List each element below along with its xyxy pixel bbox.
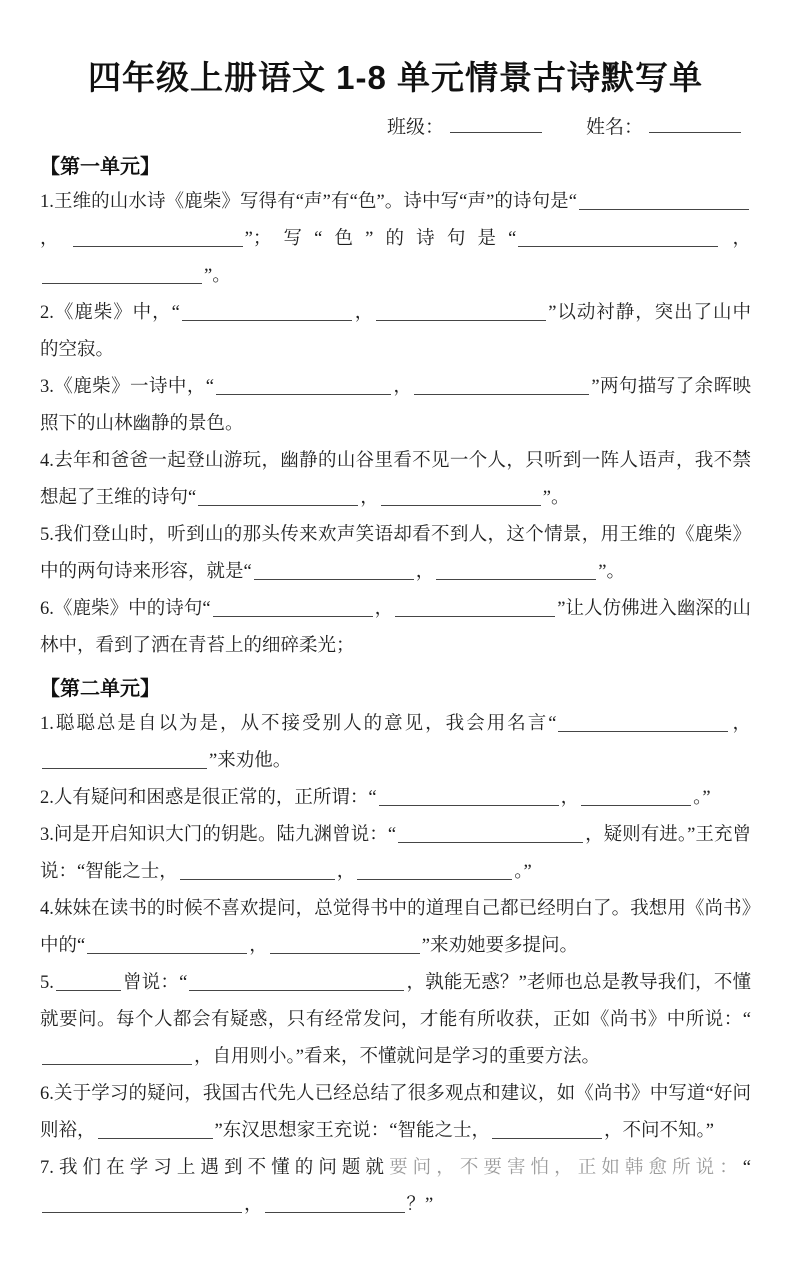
item-text: ，: [374, 599, 394, 619]
worksheet-item: [40, 184, 751, 295]
sections-container: [40, 153, 751, 1224]
item-text: 4.妹妹在读书的时候不喜欢提问，总觉得书中的道理自己都已经明白了。我想用《尚书》中的“: [40, 899, 751, 956]
item-text: ，: [415, 562, 435, 582]
item-text: 6.《鹿柴》中的诗句“: [40, 599, 211, 619]
item-text: 要问，不要害怕，正如韩愈所说：: [389, 1158, 743, 1178]
item-text: ，: [730, 714, 751, 734]
answer-blank: [414, 379, 589, 395]
item-text: ”两句描写了余晖映照下的山林幽静的景色。: [40, 377, 751, 434]
answer-blank: [98, 1123, 213, 1139]
answer-blank: [398, 827, 583, 843]
page-title: 四年级上册语文 1-8 单元情景古诗默写单: [87, 59, 704, 96]
unit-section: [40, 675, 751, 1224]
item-text: ，: [560, 788, 580, 808]
worksheet-item: [40, 780, 751, 817]
student-info-row: [40, 113, 751, 143]
item-text: ”。: [598, 562, 625, 582]
answer-blank: [357, 864, 512, 880]
item-text: 5.我们登山时，听到山的那头传来欢声笑语却看不到人，这个情景，用王维的《鹿柴》中的两句诗来形容，就是“: [40, 525, 751, 582]
item-text: ，: [360, 488, 379, 508]
class-label: 班级：: [386, 117, 444, 138]
worksheet-item: [40, 706, 751, 780]
answer-blank: [198, 490, 358, 506]
answer-blank: [436, 564, 596, 580]
item-text: ”东汉思想家王充说：“智能之士，: [214, 1121, 490, 1141]
item-text: 1.王维的山水诗《鹿柴》写得有“声”有“色”。诗中写“声”的诗句是“: [40, 192, 577, 212]
name-label: 姓名：: [585, 117, 643, 138]
item-text: 4.去年和爸爸一起登山游玩，幽静的山谷里看不见一个人，只听到一阵人语声，我不禁想起了王维的诗句“: [40, 451, 751, 508]
item-text: ，孰能无惑？”老师也总是教导我们，不懂就要问。每个人都会有疑惑，只有经常发问，才能有所收获，正如《尚书》中所说：“: [40, 973, 752, 1030]
item-text: ，: [336, 862, 356, 882]
item-text: ，不问不知。”: [603, 1121, 714, 1141]
item-text: 。”: [514, 862, 532, 882]
unit-section: [40, 153, 751, 665]
answer-blank: [42, 1049, 192, 1065]
item-text: ？”: [406, 1195, 434, 1215]
item-text: ，: [244, 1195, 263, 1215]
answer-blank: [42, 268, 202, 284]
worksheet-item: [40, 443, 751, 517]
item-text: ，: [249, 936, 268, 956]
answer-blank: [265, 1197, 405, 1213]
name-blank: [649, 117, 741, 133]
answer-blank: [56, 975, 121, 991]
item-text: ，: [720, 229, 751, 249]
worksheet-item: [40, 295, 751, 369]
answer-blank: [579, 194, 749, 210]
item-text: 2.《鹿柴》中，“: [40, 303, 180, 323]
section-heading: 【第一单元】: [40, 156, 160, 178]
item-text: ，: [392, 377, 413, 397]
item-text: ”来劝她要多提问。: [421, 936, 578, 956]
item-text: ，疑则有进。”王充曾说：“智能之士，: [40, 825, 751, 882]
worksheet-item: [40, 517, 751, 591]
answer-blank: [581, 790, 691, 806]
item-text: ”。: [204, 266, 231, 286]
worksheet-item: [40, 369, 751, 443]
answer-blank: [73, 231, 243, 247]
answer-blank: [213, 601, 373, 617]
item-text: ，: [40, 229, 71, 249]
item-text: 3.问是开启知识大门的钥匙。陆九渊曾说：“: [40, 825, 397, 845]
answer-blank: [189, 975, 404, 991]
item-text: ”来劝他。: [209, 751, 292, 771]
worksheet-item: [40, 891, 751, 965]
item-text: ”。: [542, 488, 570, 508]
worksheet-item: [40, 1076, 751, 1150]
answer-blank: [492, 1123, 602, 1139]
answer-blank: [180, 864, 335, 880]
answer-blank: [395, 601, 555, 617]
answer-blank: [42, 1197, 242, 1213]
answer-blank: [42, 753, 207, 769]
item-text: “: [742, 1158, 751, 1178]
item-text: ，自用则小。”看来，不懂就问是学习的重要方法。: [194, 1047, 600, 1067]
worksheet-item: [40, 591, 751, 665]
item-text: 2.人有疑问和困惑是很正常的，正所谓：“: [40, 788, 377, 808]
item-text: ”让人仿佛进入幽深的山林中，看到了洒在青苔上的细碎柔光；: [40, 599, 751, 656]
section-heading: 【第二单元】: [40, 678, 160, 700]
worksheet-item: [40, 817, 751, 891]
answer-blank: [518, 231, 718, 247]
answer-blank: [381, 490, 541, 506]
answer-blank: [376, 305, 546, 321]
item-text: 6.关于学习的疑问，我国古代先人已经总结了很多观点和建议，如《尚书》中写道“好问则裕，: [40, 1084, 751, 1141]
worksheet-item: [40, 965, 751, 1076]
item-text: 1.聪聪总是自以为是，从不接受别人的意见，我会用名言“: [40, 714, 557, 734]
answer-blank: [379, 790, 559, 806]
answer-blank: [254, 564, 414, 580]
answer-blank: [87, 938, 247, 954]
item-text: 3.《鹿柴》一诗中，“: [40, 377, 214, 397]
answer-blank: [270, 938, 420, 954]
item-text: 。”: [693, 788, 711, 808]
answer-blank: [216, 379, 391, 395]
item-text: ”以动衬静，突出了山中的空寂。: [40, 303, 751, 360]
class-blank: [450, 117, 542, 133]
item-text: 7.我们在学习上遇到不懂的问题就: [40, 1158, 390, 1178]
answer-blank: [558, 716, 728, 732]
item-text: ，: [353, 303, 375, 323]
answer-blank: [182, 305, 352, 321]
item-text: 5.: [40, 973, 54, 993]
worksheet-item: [40, 1150, 751, 1224]
item-text: 曾说：“: [122, 973, 188, 993]
item-text: ”；写“色”的诗句是“: [244, 229, 517, 249]
